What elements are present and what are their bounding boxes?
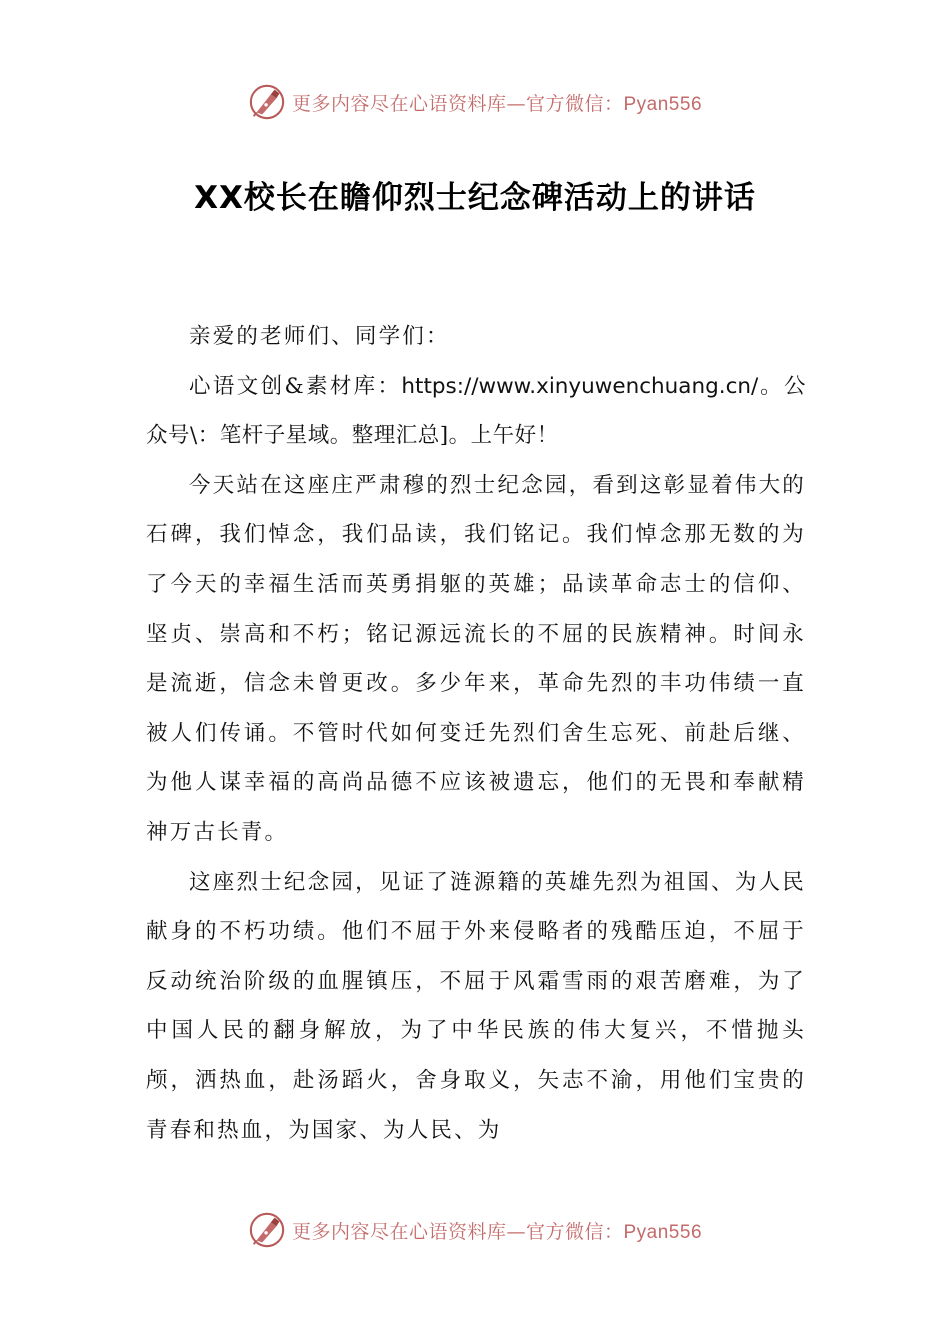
header-banner	[0, 82, 950, 122]
header-banner-text: 更多内容尽在心语资料库—官方微信：Pyan556	[291, 92, 703, 115]
pen-nib-logo-icon	[248, 83, 286, 121]
pen-nib-logo-icon	[248, 1211, 286, 1249]
document-title: XX校长在瞻仰烈士纪念碑活动上的讲话	[194, 180, 756, 216]
header-wechat-id: Pyan556	[623, 93, 703, 115]
source-url-link[interactable]: https://www.xinyuwenchuang.cn/	[401, 373, 759, 399]
footer-wechat-id: Pyan556	[623, 1221, 703, 1243]
source-prefix: 心语文创&素材库：	[189, 373, 402, 399]
source-paragraph	[146, 362, 806, 461]
body-paragraph-1: 今天站在这座庄严肃穆的烈士纪念园，看到这彰显着伟大的石碑，我们悼念，我们品读，我们铭记。我们悼念那无数的为了今天的幸福生活而英勇捐躯的英雄；品读革命志士的信仰、坚贞、崇高和不朽；铭记源远流长的不屈的民族精神。时间永是流逝，信念未曾更改。多少年来，革命先烈的丰功伟绩一直被人们传诵。不管时代如何变迁先烈们舍生忘死、前赴后继、为他人谋幸福的高尚品德不应该被遗忘，他们的无畏和奉献精神万古长青。	[146, 472, 806, 845]
body-paragraph-2: 这座烈士纪念园，见证了涟源籍的英雄先烈为祖国、为人民献身的不朽功绩。他们不屈于外来侵略者的残酷压迫，不屈于反动统治阶级的血腥镇压，不屈于风霜雪雨的艰苦磨难，为了中国人民的翻身解放，为了中华民族的伟大复兴，不惜抛头颅，洒热血，赴汤蹈火，舍身取义，矢志不渝，用他们宝贵的青春和热血，为国家、为人民、为	[146, 869, 806, 1143]
greeting-paragraph: 亲爱的老师们、同学们：	[189, 324, 450, 349]
footer-banner	[0, 1210, 950, 1250]
footer-banner-text: 更多内容尽在心语资料库—官方微信：Pyan556	[291, 1220, 703, 1243]
document-body	[146, 312, 806, 1155]
source-suffix: 。公众号\：笔杆子星域。整理汇总]。上午好！	[146, 373, 806, 449]
